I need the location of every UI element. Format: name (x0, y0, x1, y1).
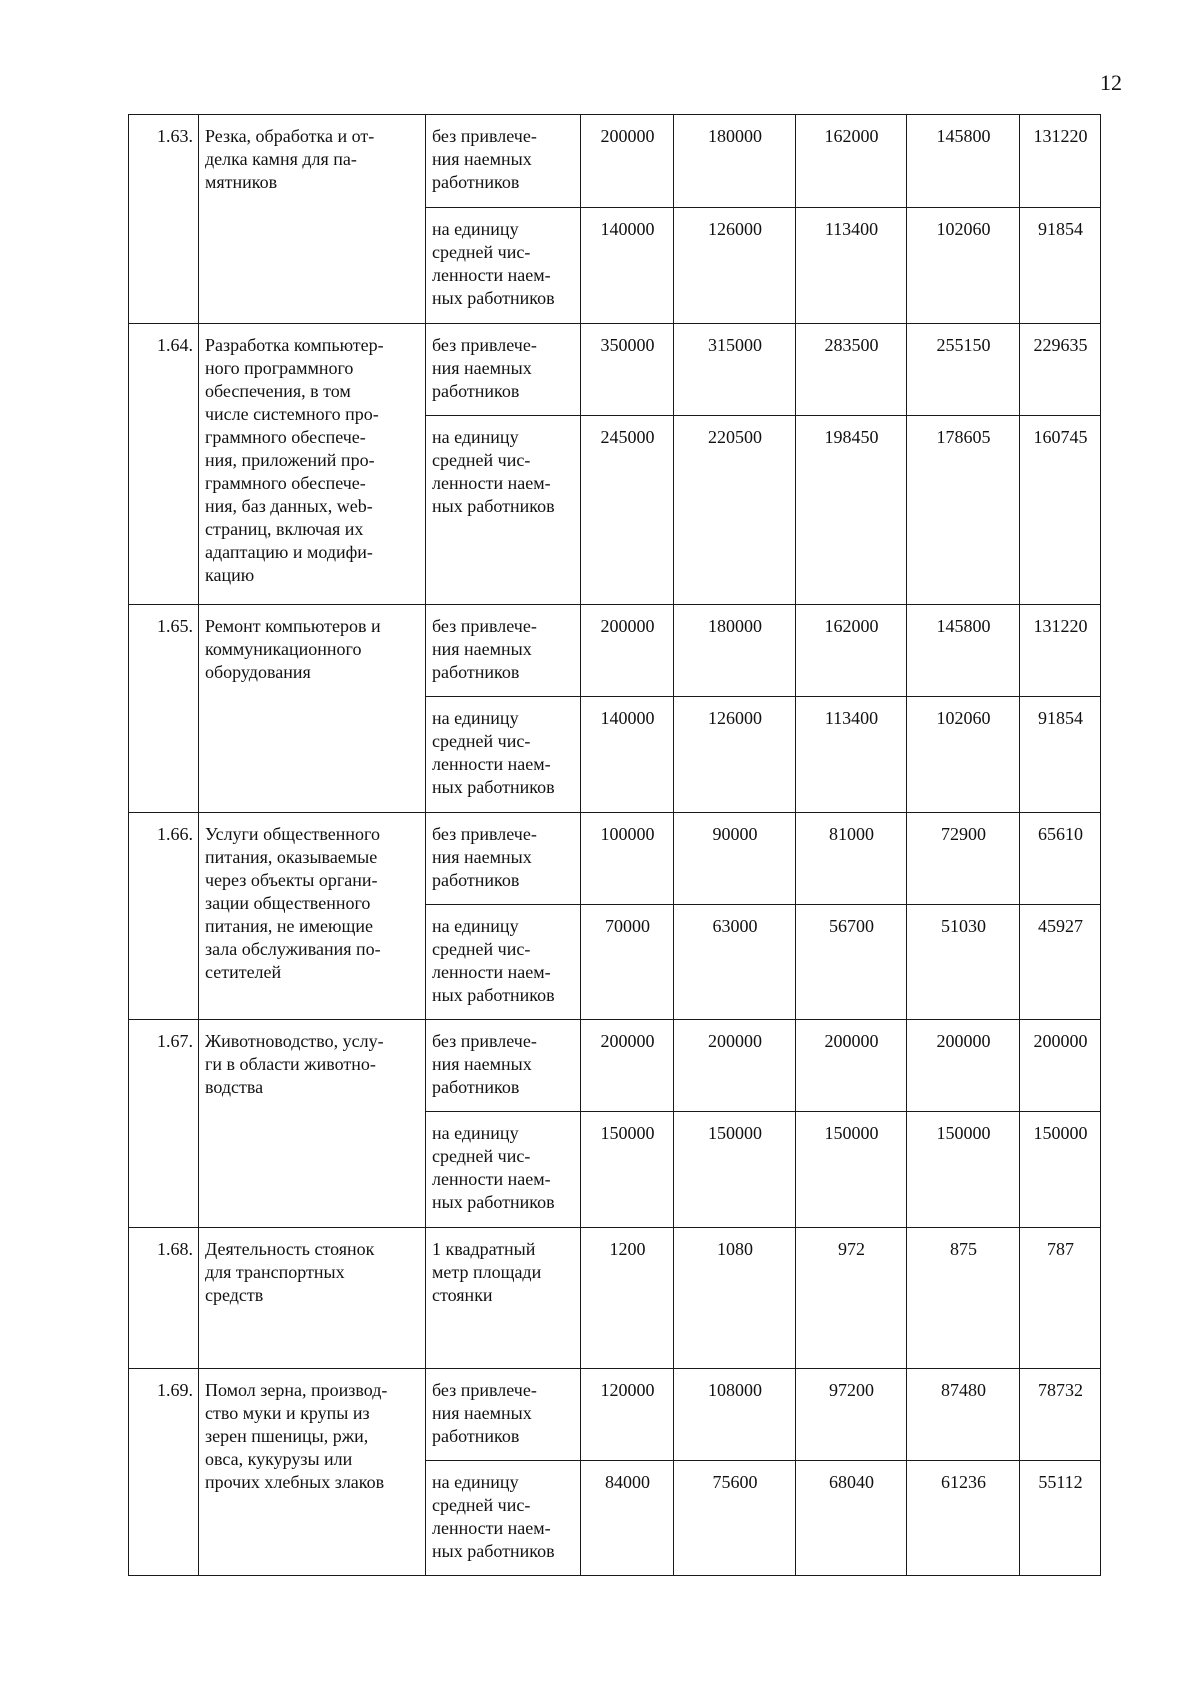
table-row (129, 115, 1101, 208)
value-cell: 150000 (581, 1112, 674, 1228)
value-cell: 145800 (907, 605, 1020, 697)
value-cell: 162000 (796, 605, 907, 697)
unit-cell: без привлече- ния наемных работников (426, 1369, 581, 1461)
value-cell: 972 (796, 1228, 907, 1369)
tax-rates-table (128, 114, 1101, 1576)
value-cell: 90000 (674, 813, 796, 905)
table-row (129, 813, 1101, 905)
unit-cell: без привлече- ния наемных работников (426, 324, 581, 416)
value-cell: 131220 (1020, 605, 1101, 697)
value-cell: 150000 (1020, 1112, 1101, 1228)
unit-cell: без привлече- ния наемных работников (426, 813, 581, 905)
value-cell: 150000 (796, 1112, 907, 1228)
value-cell: 63000 (674, 905, 796, 1020)
table-row (129, 1228, 1101, 1369)
value-cell: 72900 (907, 813, 1020, 905)
value-cell: 113400 (796, 697, 907, 813)
unit-cell: на единицу средней чис- ленности наем- ных работников (426, 208, 581, 324)
value-cell: 200000 (581, 1020, 674, 1112)
table-row (129, 1369, 1101, 1461)
value-cell: 145800 (907, 115, 1020, 208)
value-cell: 108000 (674, 1369, 796, 1461)
value-cell: 180000 (674, 605, 796, 697)
value-cell: 178605 (907, 416, 1020, 605)
value-cell: 283500 (796, 324, 907, 416)
value-cell: 200000 (674, 1020, 796, 1112)
value-cell: 68040 (796, 1461, 907, 1576)
value-cell: 100000 (581, 813, 674, 905)
activity-name: Разработка компьютер- ного программного обеспечения, в том числе системного про- граммного обеспече- ния, приложений про- граммного обеспече- ния, баз данных, web- страниц, включая их адаптацию и модифи- кацию (199, 324, 426, 605)
unit-cell: на единицу средней чис- ленности наем- ных работников (426, 697, 581, 813)
unit-cell: на единицу средней чис- ленности наем- ных работников (426, 416, 581, 605)
value-cell: 1200 (581, 1228, 674, 1369)
row-number: 1.66. (129, 813, 199, 1020)
value-cell: 787 (1020, 1228, 1101, 1369)
value-cell: 113400 (796, 208, 907, 324)
table-row (129, 605, 1101, 697)
value-cell: 350000 (581, 324, 674, 416)
value-cell: 245000 (581, 416, 674, 605)
value-cell: 126000 (674, 697, 796, 813)
value-cell: 200000 (1020, 1020, 1101, 1112)
value-cell: 65610 (1020, 813, 1101, 905)
value-cell: 87480 (907, 1369, 1020, 1461)
activity-name: Помол зерна, производ- ство муки и крупы из зерен пшеницы, ржи, овса, кукурузы или прочих хлебных злаков (199, 1369, 426, 1576)
value-cell: 140000 (581, 208, 674, 324)
value-cell: 56700 (796, 905, 907, 1020)
unit-cell: без привлече- ния наемных работников (426, 115, 581, 208)
value-cell: 160745 (1020, 416, 1101, 605)
value-cell: 70000 (581, 905, 674, 1020)
value-cell: 61236 (907, 1461, 1020, 1576)
value-cell: 140000 (581, 697, 674, 813)
value-cell: 102060 (907, 208, 1020, 324)
value-cell: 875 (907, 1228, 1020, 1369)
unit-cell: на единицу средней чис- ленности наем- ных работников (426, 1112, 581, 1228)
activity-name: Резка, обработка и от- делка камня для па- мятников (199, 115, 426, 324)
value-cell: 180000 (674, 115, 796, 208)
value-cell: 150000 (907, 1112, 1020, 1228)
value-cell: 81000 (796, 813, 907, 905)
value-cell: 78732 (1020, 1369, 1101, 1461)
unit-cell: на единицу средней чис- ленности наем- ных работников (426, 905, 581, 1020)
value-cell: 55112 (1020, 1461, 1101, 1576)
row-number: 1.63. (129, 115, 199, 324)
row-number: 1.64. (129, 324, 199, 605)
value-cell: 75600 (674, 1461, 796, 1576)
value-cell: 200000 (907, 1020, 1020, 1112)
value-cell: 91854 (1020, 697, 1101, 813)
value-cell: 84000 (581, 1461, 674, 1576)
value-cell: 51030 (907, 905, 1020, 1020)
value-cell: 229635 (1020, 324, 1101, 416)
value-cell: 162000 (796, 115, 907, 208)
value-cell: 198450 (796, 416, 907, 605)
value-cell: 131220 (1020, 115, 1101, 208)
value-cell: 200000 (796, 1020, 907, 1112)
value-cell: 150000 (674, 1112, 796, 1228)
value-cell: 200000 (581, 605, 674, 697)
value-cell: 45927 (1020, 905, 1101, 1020)
row-number: 1.69. (129, 1369, 199, 1576)
unit-cell: на единицу средней чис- ленности наем- ных работников (426, 1461, 581, 1576)
value-cell: 91854 (1020, 208, 1101, 324)
activity-name: Ремонт компьютеров и коммуникационного оборудования (199, 605, 426, 813)
value-cell: 1080 (674, 1228, 796, 1369)
value-cell: 220500 (674, 416, 796, 605)
value-cell: 97200 (796, 1369, 907, 1461)
value-cell: 255150 (907, 324, 1020, 416)
activity-name: Услуги общественного питания, оказываемые через объекты органи- зации общественного питания, не имеющие зала обслуживания по- сетителей (199, 813, 426, 1020)
activity-name: Деятельность стоянок для транспортных средств (199, 1228, 426, 1369)
unit-cell: без привлече- ния наемных работников (426, 605, 581, 697)
table-row (129, 1020, 1101, 1112)
value-cell: 200000 (581, 115, 674, 208)
unit-cell: 1 квадратный метр площади стоянки (426, 1228, 581, 1369)
value-cell: 120000 (581, 1369, 674, 1461)
unit-cell: без привлече- ния наемных работников (426, 1020, 581, 1112)
row-number: 1.65. (129, 605, 199, 813)
activity-name: Животноводство, услу- ги в области животно- водства (199, 1020, 426, 1228)
value-cell: 315000 (674, 324, 796, 416)
row-number: 1.67. (129, 1020, 199, 1228)
row-number: 1.68. (129, 1228, 199, 1369)
value-cell: 102060 (907, 697, 1020, 813)
table-row (129, 324, 1101, 416)
value-cell: 126000 (674, 208, 796, 324)
page-number: 12 (1100, 70, 1122, 95)
